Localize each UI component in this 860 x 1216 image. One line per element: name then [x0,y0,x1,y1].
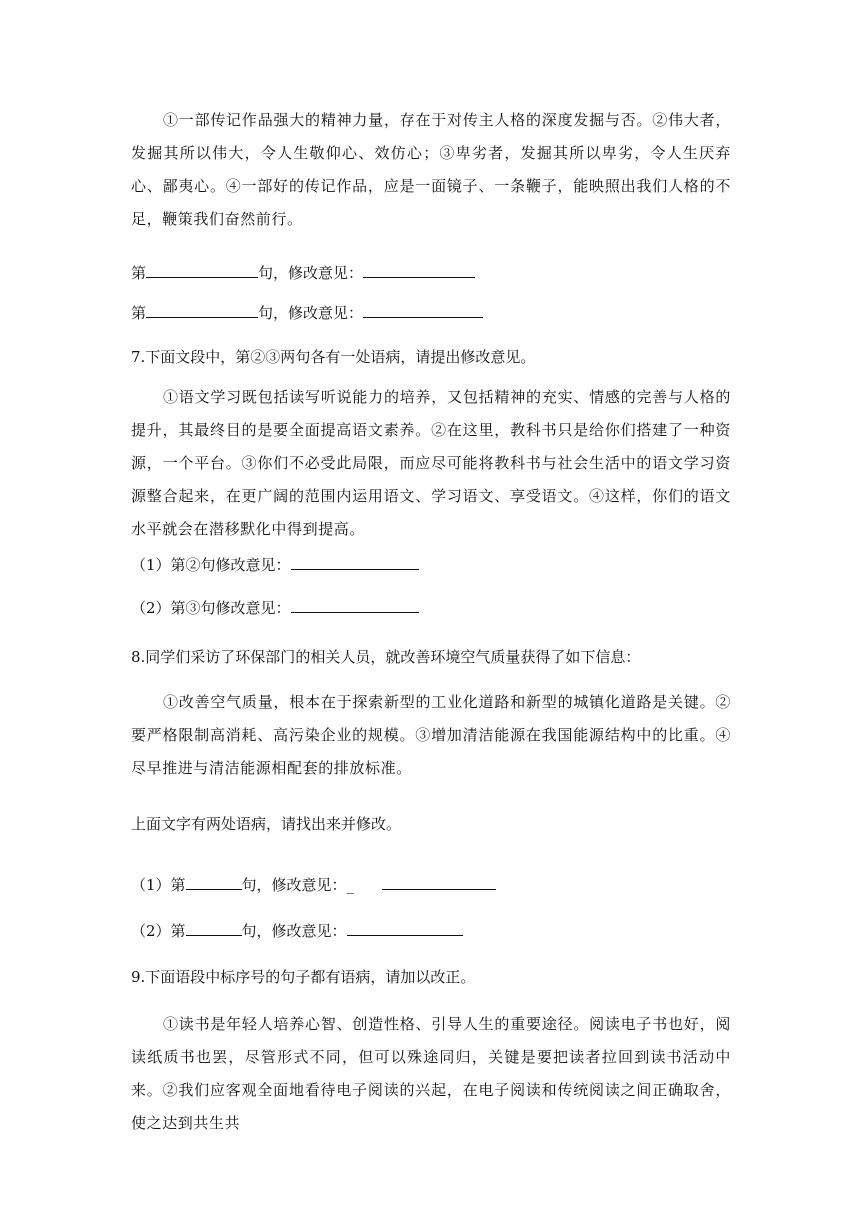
q7-answer-2 [131,597,419,618]
answer-label: 句，修改意见： [258,264,364,282]
revision-blank[interactable] [291,555,419,570]
q8-instruction: 上面文字有两处语病，请找出来并修改。 [131,815,402,833]
q6-answer-line-2 [131,302,483,323]
q7-passage: ①语文学习既包括读写听说能力的培养，又包括精神的充实、情感的完善与人格的提升，其最终目的是要全面提高语文素养。②在这里，教科书只是给你们搭建了一种资源，一个平台。③你们不必受此局限，而应尽可能将教科书与社会生活中的语文学习资源整合起来，在更广阔的范围内运用语文、学习语文、享受语文。④这样，你们的语文水平就会在潜移默化中得到提高。 [131,388,731,538]
q8-question: 8.同学们采访了环保部门的相关人员，就改善环境空气质量获得了如下信息： [131,648,641,666]
answer-prefix: 第 [131,304,147,322]
sentence-number-blank[interactable] [146,303,258,318]
q8-passage: ①改善空气质量，根本在于探索新型的工业化道路和新型的城镇化道路是关键。②要严格限制高消耗、高污染企业的规模。③增加清洁能源在我国能源结构中的比重。④尽早推进与清洁能源相配套的排放标准。 [131,693,731,777]
q9-question: 9.下面语段中标序号的句子都有语病，请加以改正。 [131,968,476,986]
revision-blank[interactable] [382,875,496,890]
answer-label: （1）第②句修改意见： [131,556,291,574]
answer-label: （2）第③句修改意见： [131,599,291,617]
q7-question: 7.下面文段中，第②③两句各有一处语病，请提出修改意见。 [131,348,536,366]
revision-blank[interactable] [347,921,463,936]
q9-passage: ①读书是年轻人培养心智、创造性格、引导人生的重要途径。阅读电子书也好，阅读纸质书也罢，尽管形式不同，但可以殊途同归，关键是要把读者拉回到读书活动中来。②我们应客观全面地看待电子阅读的兴起，在电子阅读和传统阅读之间正确取舍，使之达到共生共 [131,1015,731,1132]
answer-label: 句，修改意见：_ [241,876,355,894]
sentence-number-blank[interactable] [186,875,242,890]
sentence-number-blank[interactable] [146,263,258,278]
q6-answer-line-1 [131,262,475,283]
q8-answer-2 [131,920,463,941]
q8-answer-1 [131,874,496,895]
answer-label: 句，修改意见： [258,304,364,322]
answer-prefix: 第 [131,264,147,282]
q6-passage: ①一部传记作品强大的精神力量，存在于对传主人格的深度发掘与否。②伟大者，发掘其所以伟大，令人生敬仰心、效仿心；③卑劣者，发掘其所以卑劣，令人生厌弃心、鄙夷心。④一部好的传记作品，应是一面镜子、一条鞭子，能映照出我们人格的不足，鞭策我们奋然前行。 [131,111,731,228]
answer-label: 句，修改意见： [241,922,347,940]
sentence-number-blank[interactable] [186,921,242,936]
revision-blank[interactable] [363,263,475,278]
answer-prefix: （1）第 [131,876,186,894]
answer-prefix: （2）第 [131,922,186,940]
revision-blank[interactable] [363,303,483,318]
revision-blank[interactable] [291,598,419,613]
q7-answer-1 [131,554,419,575]
